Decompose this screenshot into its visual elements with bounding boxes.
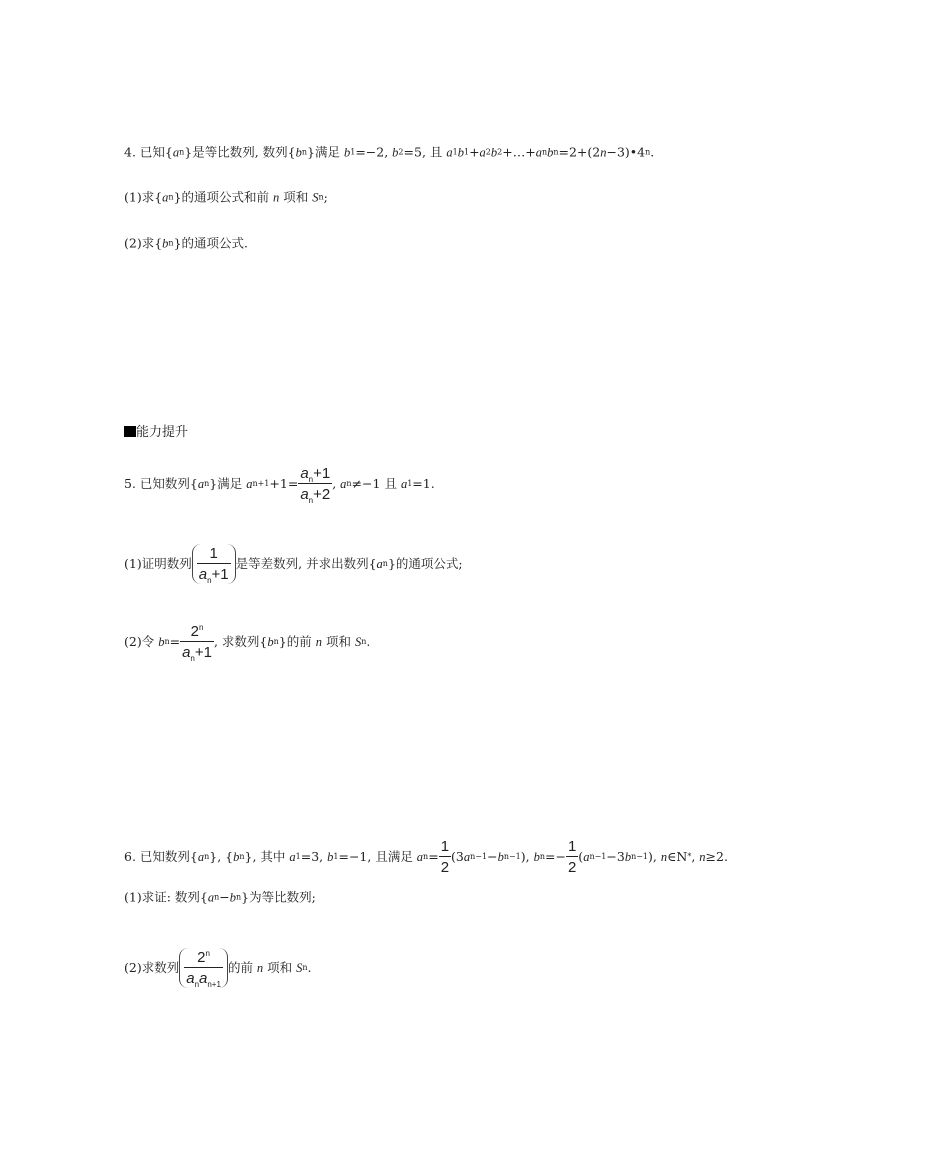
text: =1. <box>412 475 435 491</box>
sub-n-plus-1: n+1 <box>207 980 221 989</box>
sup-star: * <box>687 852 692 861</box>
var-b: b <box>327 849 334 864</box>
text: +1= <box>269 475 299 491</box>
text: + <box>469 144 480 160</box>
fraction-denominator: 2 <box>567 859 577 876</box>
var-a: a <box>186 970 195 987</box>
text: }满足 <box>209 475 247 491</box>
text: (1)求{ <box>124 189 163 205</box>
text: }的通项公式和前 <box>173 189 274 205</box>
var-a: a <box>400 476 408 491</box>
fraction-denominator: 2 <box>440 859 450 876</box>
text: . <box>650 144 655 160</box>
var-a: a <box>172 145 180 160</box>
text: 项和 <box>279 189 313 205</box>
square-bullet-icon <box>124 426 136 437</box>
sub-n-minus-1: n−1 <box>589 852 607 861</box>
sub-n: n <box>382 559 388 568</box>
fraction-numerator <box>298 466 332 484</box>
text: ; <box>323 189 328 205</box>
text: }, 其中 <box>244 848 290 864</box>
var-n: n <box>600 145 607 160</box>
section-heading-text: 能力提升 <box>136 425 189 440</box>
text: = <box>169 633 181 649</box>
text: ), <box>520 848 534 864</box>
var-a: a <box>207 890 215 905</box>
sup-n: n <box>205 949 210 958</box>
var-b: b <box>497 849 504 864</box>
text: }为等比数列; <box>241 889 316 905</box>
fraction <box>197 545 231 585</box>
var-a: a <box>300 486 309 503</box>
var-b: b <box>162 236 169 251</box>
q6-part2 <box>124 948 312 988</box>
text: ( <box>578 848 584 864</box>
sub-n: n <box>236 892 242 902</box>
text: 5. 已知数列{ <box>124 475 198 491</box>
text: 的前 <box>227 959 257 975</box>
text: ), <box>648 848 661 864</box>
text: +2 <box>313 486 331 503</box>
sub-n: n <box>168 192 174 202</box>
fraction-numerator <box>180 624 214 642</box>
text: +1 <box>313 465 331 482</box>
text: =−2, <box>355 144 393 160</box>
sub-n: n <box>214 892 220 902</box>
var-a: a <box>583 849 590 864</box>
text: (1)求证: 数列{ <box>124 889 208 905</box>
sub-n: n <box>308 496 314 505</box>
q4-part2 <box>124 237 248 250</box>
sub-n: n <box>346 479 352 488</box>
text: +1 <box>194 644 212 661</box>
fraction-half <box>439 839 451 875</box>
var-a: a <box>197 849 205 864</box>
q5-stem <box>124 465 435 505</box>
set-brace <box>192 544 236 584</box>
text: −3 <box>606 848 625 864</box>
var-b: b <box>392 145 399 160</box>
sub-n: n <box>273 637 279 646</box>
var-a: a <box>300 465 309 482</box>
sub-2: 2 <box>485 147 491 157</box>
var-S: S <box>354 634 362 649</box>
sub-n: n <box>539 852 545 861</box>
var-a: a <box>479 145 486 160</box>
text: − <box>219 889 230 905</box>
sub-n: n <box>239 852 245 861</box>
var-n: n <box>256 960 264 975</box>
var-a: a <box>340 476 347 491</box>
text: 项和 <box>321 633 355 649</box>
var-b: b <box>457 145 464 160</box>
q5-part2 <box>124 623 371 663</box>
fraction <box>180 623 214 663</box>
var-n: n <box>660 849 668 864</box>
sup-n: n <box>645 147 651 157</box>
fraction <box>184 949 223 989</box>
var-n: n <box>273 190 280 205</box>
var-a: a <box>289 849 296 864</box>
text: ≥2. <box>705 848 728 864</box>
var-n: n <box>699 849 706 864</box>
text: . <box>307 959 312 975</box>
sub-n-minus-1: n−1 <box>631 852 649 861</box>
sub-1: 1 <box>295 852 301 861</box>
text: , <box>332 475 341 491</box>
text: }, { <box>209 848 234 864</box>
fraction-numerator <box>184 950 223 968</box>
var-b: b <box>343 145 351 160</box>
var-a: a <box>246 476 253 491</box>
sub-2: 2 <box>497 147 503 157</box>
sub-1: 1 <box>350 147 356 157</box>
text: 项和 <box>263 959 297 975</box>
sub-n: n <box>318 192 324 202</box>
text: = <box>428 848 439 864</box>
text: 2 <box>197 949 206 966</box>
text: =3, <box>300 848 328 864</box>
q4-part1 <box>124 191 328 204</box>
text: , <box>691 848 700 864</box>
text: }满足 <box>307 144 344 160</box>
sub-n: n <box>190 654 195 663</box>
sub-n: n <box>541 147 548 157</box>
fraction-denominator <box>197 564 231 585</box>
q4-stem <box>124 146 654 159</box>
section-heading <box>124 421 188 440</box>
sup-n: n <box>198 623 204 632</box>
sub-n: n <box>194 980 200 989</box>
text: 6. 已知数列{ <box>124 848 198 864</box>
var-a: a <box>463 849 471 864</box>
fraction-denominator <box>298 484 332 505</box>
fraction-denominator <box>184 968 223 989</box>
text: (2)令 <box>124 633 159 649</box>
var-a: a <box>535 145 542 160</box>
text: (2)求数列 <box>124 959 180 975</box>
var-a: a <box>416 849 424 864</box>
fraction-numerator: 1 <box>197 546 231 564</box>
text: 是等差数列, 并求出数列{ <box>235 555 377 571</box>
var-b: b <box>547 145 554 160</box>
text: =2+(2 <box>558 144 601 160</box>
sub-n: n <box>164 637 170 646</box>
text: ≠−1 且 <box>351 475 401 491</box>
sub-n-minus-1: n−1 <box>503 852 521 861</box>
sub-n: n <box>361 637 367 646</box>
var-b: b <box>624 849 632 864</box>
sub-1: 1 <box>407 479 413 488</box>
var-S: S <box>312 190 319 205</box>
var-a: a <box>197 476 205 491</box>
text: (3 <box>451 848 464 864</box>
text: +1 <box>211 566 229 583</box>
var-S: S <box>296 960 303 975</box>
var-b: b <box>533 849 540 864</box>
q6-stem <box>124 839 728 875</box>
text: =5, 且 <box>403 144 447 160</box>
text: (2)求{ <box>124 235 163 251</box>
text: . <box>366 633 371 649</box>
var-b: b <box>267 634 274 649</box>
set-brace <box>179 948 228 988</box>
text: 4. 已知{ <box>124 144 173 160</box>
var-b: b <box>229 890 236 905</box>
var-a: a <box>162 190 169 205</box>
text: − <box>487 848 498 864</box>
var-a: a <box>198 566 208 583</box>
text: }是等比数列, 数列{ <box>184 144 296 160</box>
q5-part1 <box>124 544 463 584</box>
text: }的通项公式; <box>387 555 463 571</box>
sub-1: 1 <box>452 147 458 157</box>
sub-n: n <box>204 479 210 488</box>
text: −3)•4 <box>606 144 646 160</box>
var-a: a <box>182 644 191 661</box>
sub-n: n <box>179 147 185 157</box>
sub-n: n <box>204 852 210 861</box>
fraction-half <box>566 839 578 875</box>
text: =−1, 且满足 <box>338 848 417 864</box>
q6-part1 <box>124 891 316 904</box>
text: }的通项公式. <box>173 235 249 251</box>
var-a: a <box>446 145 453 160</box>
fraction-denominator <box>180 642 214 663</box>
text: +…+ <box>502 144 536 160</box>
fraction <box>298 465 332 505</box>
sub-1: 1 <box>463 147 470 157</box>
var-b: b <box>233 849 240 864</box>
sub-n: n <box>423 852 429 861</box>
sub-n-minus-1: n−1 <box>470 852 488 861</box>
var-b: b <box>490 145 498 160</box>
sub-n: n <box>207 576 212 585</box>
text: =− <box>545 848 566 864</box>
var-a: a <box>376 556 383 571</box>
fraction-numerator: 1 <box>440 838 450 855</box>
var-a: a <box>199 970 208 987</box>
var-b: b <box>158 634 165 649</box>
text: (1)证明数列 <box>124 555 192 571</box>
sub-1: 1 <box>333 852 339 861</box>
fraction-numerator: 1 <box>567 838 577 855</box>
sub-n: n <box>168 238 174 248</box>
sub-n: n <box>302 963 308 972</box>
sub-n: n <box>308 475 314 484</box>
sub-n: n <box>553 147 559 157</box>
text: , 求数列{ <box>213 633 268 649</box>
var-n: n <box>315 634 322 649</box>
text: ∈N <box>667 848 688 864</box>
sub-n: n <box>301 147 308 157</box>
var-b: b <box>295 145 302 160</box>
sub-n-plus-1: n+1 <box>252 479 270 488</box>
text: }的前 <box>278 633 316 649</box>
sub-2: 2 <box>398 147 404 157</box>
text: 2 <box>190 623 199 640</box>
